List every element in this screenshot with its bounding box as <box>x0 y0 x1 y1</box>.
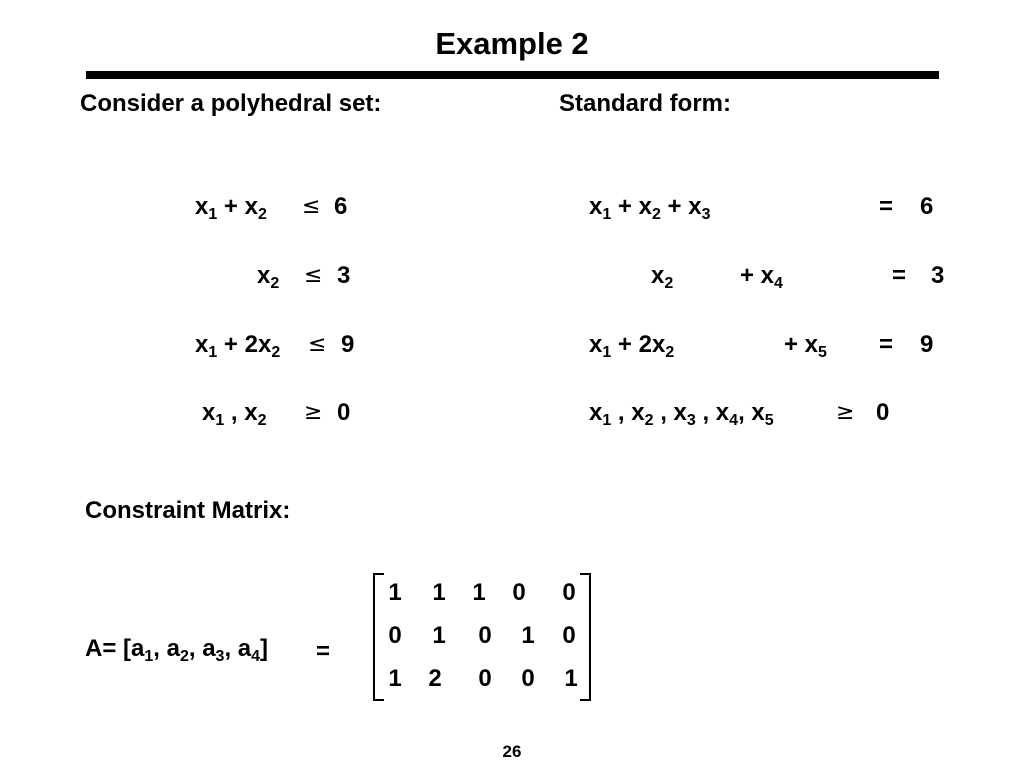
constraint-matrix-heading: Constraint Matrix: <box>85 497 291 524</box>
matrix-cell: 0 <box>388 622 402 649</box>
matrix-cell: 1 <box>521 622 535 649</box>
polyhedral-constraint-1: $x_1 + x_2$ <box>195 193 267 223</box>
standard-constraint-3-term-a: $x_1 + 2x_2$ <box>589 331 675 361</box>
rhs-value: 3 <box>931 262 945 289</box>
slide-title: Example 2 <box>435 26 589 61</box>
matrix-cell: 0 <box>512 579 526 606</box>
matrix-cell: 0 <box>478 622 492 649</box>
standard-constraint-4: $x_1$ , $x_2$ , $x_3$ , $x_4$, $x_5$ <box>589 399 774 429</box>
standard-constraint-3-term-b: + $x_5$ <box>784 331 827 361</box>
relation-geq: ≥ <box>836 400 855 425</box>
matrix-cell: 0 <box>562 579 576 606</box>
polyhedral-constraint-3: $x_1 + 2x_2$ <box>195 331 281 361</box>
equals-sign: = <box>879 331 894 358</box>
matrix-label: $A= [a_1$, $a_2$, $a_3$, $a_4$] <box>85 635 269 665</box>
constraint-matrix <box>373 573 591 699</box>
matrix-cell: 1 <box>388 579 402 606</box>
equals-sign: = <box>316 638 331 665</box>
equals-sign: = <box>892 262 907 289</box>
rhs-value: 0 <box>876 399 890 426</box>
matrix-cell: 1 <box>432 622 446 649</box>
page-number: 26 <box>502 742 522 761</box>
matrix-cell: 0 <box>562 622 576 649</box>
matrix-cell: 0 <box>478 665 492 692</box>
relation-geq: ≥ <box>304 400 323 425</box>
rhs-value: 9 <box>341 331 355 358</box>
rhs-value: 3 <box>337 262 351 289</box>
matrix-cell: 1 <box>388 665 402 692</box>
polyhedral-constraint-4: $x_1$ , $x_2$ <box>202 399 267 429</box>
polyhedral-constraint-2: $x_2$ <box>257 262 280 292</box>
title-divider <box>86 71 939 79</box>
matrix-cell: 1 <box>564 665 578 692</box>
standard-constraint-1: $x_1 + x_2 + x_3$ <box>589 193 711 223</box>
matrix-cell: 0 <box>521 665 535 692</box>
matrix-cell: 2 <box>428 665 442 692</box>
equals-sign: = <box>879 193 894 220</box>
relation-leq: ≤ <box>308 332 327 357</box>
matrix-cell: 1 <box>472 579 486 606</box>
relation-leq: ≤ <box>304 263 323 288</box>
rhs-value: 6 <box>920 193 934 220</box>
standard-constraint-2-term-a: $x_2$ <box>651 262 674 292</box>
matrix-cell: 1 <box>432 579 446 606</box>
rhs-value: 9 <box>920 331 934 358</box>
standard-constraint-2-term-b: + $x_4$ <box>740 262 783 292</box>
right-heading: Standard form: <box>559 90 732 117</box>
rhs-value: 0 <box>337 399 351 426</box>
left-heading: Consider a polyhedral set: <box>80 90 382 117</box>
relation-leq: ≤ <box>302 194 321 219</box>
rhs-value: 6 <box>334 193 348 220</box>
